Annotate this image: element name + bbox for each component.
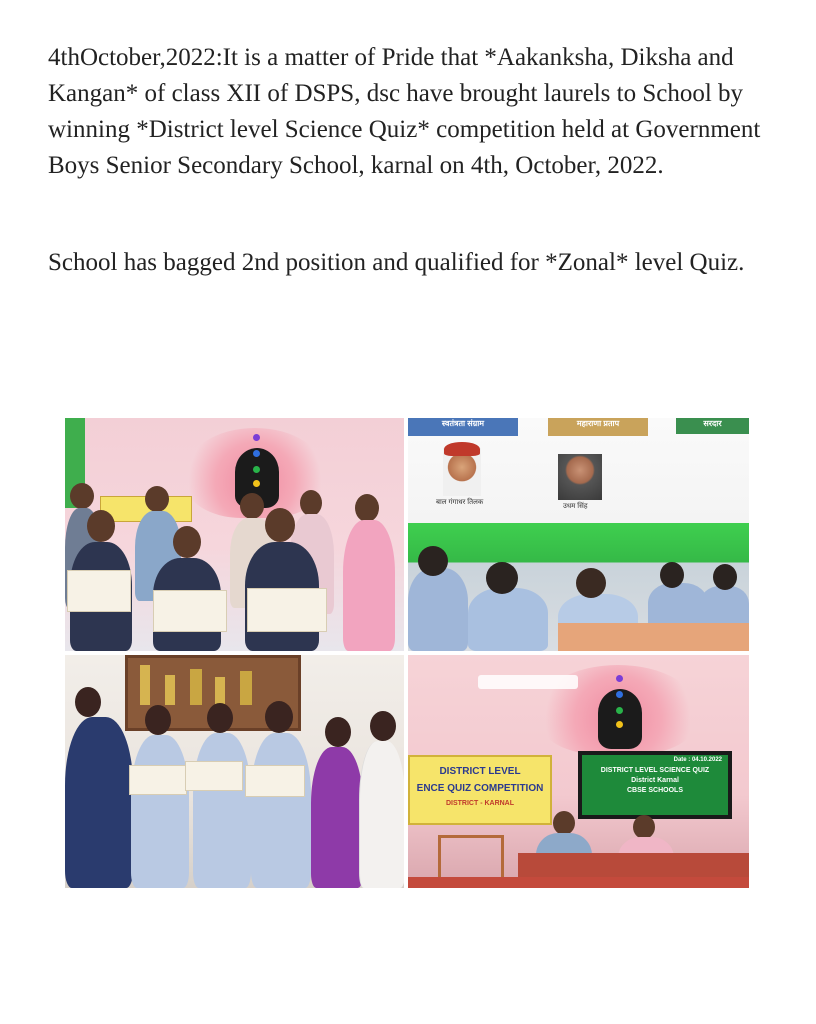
certificate	[67, 570, 131, 612]
person-head	[355, 494, 379, 522]
student-head	[145, 705, 171, 735]
chakra-dot	[253, 450, 260, 457]
photo-quiz-stage	[408, 655, 749, 888]
wall-poster: स्वतंत्रता संग्राम	[408, 418, 518, 436]
banner-line-3: DISTRICT - KARNAL	[445, 800, 515, 807]
tube-light	[478, 675, 578, 689]
trophy	[215, 677, 225, 705]
student-head	[207, 703, 233, 733]
banner-line-1: DISTRICT LEVEL	[439, 766, 521, 777]
student-head	[418, 546, 448, 576]
chakra-dot	[253, 434, 260, 441]
teacher	[359, 741, 404, 888]
student-head	[173, 526, 201, 558]
trophy	[165, 675, 175, 705]
photo-winners-teachers	[65, 655, 404, 888]
stage-floor	[408, 877, 749, 888]
trophy	[240, 671, 252, 705]
chakra-dot	[616, 691, 623, 698]
photo-collage	[65, 418, 749, 888]
student	[251, 733, 311, 888]
wall-poster: महाराणा प्रताप	[548, 418, 648, 436]
post-paragraph-result: School has bagged 2nd position and qualified for *Zonal* level Quiz.	[48, 249, 745, 276]
post-paragraph-main: 4thOctober,2022:It is a matter of Pride that *Aakanksha, Diksha and Kangan* of class XII of DSPS, dsc have brought laurels to School by winning *District level Science Quiz* competition held at Government Boys Senior Secondary School, karnal on 4th, October, 2022.	[48, 44, 761, 179]
student-head	[660, 562, 684, 588]
trophy	[190, 669, 202, 705]
projector-screen	[578, 751, 732, 819]
chakra-dot	[616, 707, 623, 714]
portrait-caption: बाल गंगाधर तिलक	[436, 499, 484, 506]
teacher	[343, 520, 395, 651]
screen-schools: CBSE SCHOOLS	[626, 787, 683, 794]
student-seated	[468, 588, 548, 651]
student-head	[713, 564, 737, 590]
chakra-dot	[253, 480, 260, 487]
teacher	[65, 717, 133, 888]
teacher	[311, 747, 363, 888]
photo-students-certificates	[65, 418, 404, 651]
desk	[558, 623, 749, 651]
banner-line-2: ENCE QUIZ COMPETITION	[416, 783, 544, 794]
quiz-banner	[408, 755, 552, 825]
student-head	[265, 701, 293, 733]
student-head	[87, 510, 115, 542]
screen-title: DISTRICT LEVEL SCIENCE QUIZ	[600, 767, 710, 774]
student-head	[486, 562, 518, 594]
portrait-udham-singh	[558, 454, 602, 500]
photo-quiz-participants	[408, 418, 749, 651]
chakra-dot	[616, 721, 623, 728]
certificate	[185, 761, 243, 791]
person-head	[633, 815, 655, 839]
student	[193, 733, 251, 888]
certificate	[247, 588, 327, 632]
student-head	[576, 568, 606, 598]
person-head	[553, 811, 575, 835]
student	[131, 735, 189, 888]
portrait-turban	[444, 442, 480, 456]
trophy	[140, 665, 150, 705]
student-head	[265, 508, 295, 542]
certificate	[153, 590, 227, 632]
screen-district: District Karnal	[631, 777, 679, 784]
certificate	[129, 765, 187, 795]
person-head	[240, 493, 264, 519]
student-seated	[408, 568, 468, 651]
chakra-dot	[616, 675, 623, 682]
teacher-head	[325, 717, 351, 747]
chakra-dot	[253, 466, 260, 473]
teacher-head	[370, 711, 396, 741]
screen-date: Date : 04.10.2022	[673, 757, 722, 763]
person-head	[145, 486, 169, 512]
person-head	[300, 490, 322, 516]
person-head	[70, 483, 94, 509]
meditation-figure	[598, 689, 642, 749]
wall-poster: सरदार	[676, 418, 749, 434]
portrait-caption: उधम सिंह	[563, 503, 588, 510]
teacher-head	[75, 687, 101, 717]
certificate	[245, 765, 305, 797]
